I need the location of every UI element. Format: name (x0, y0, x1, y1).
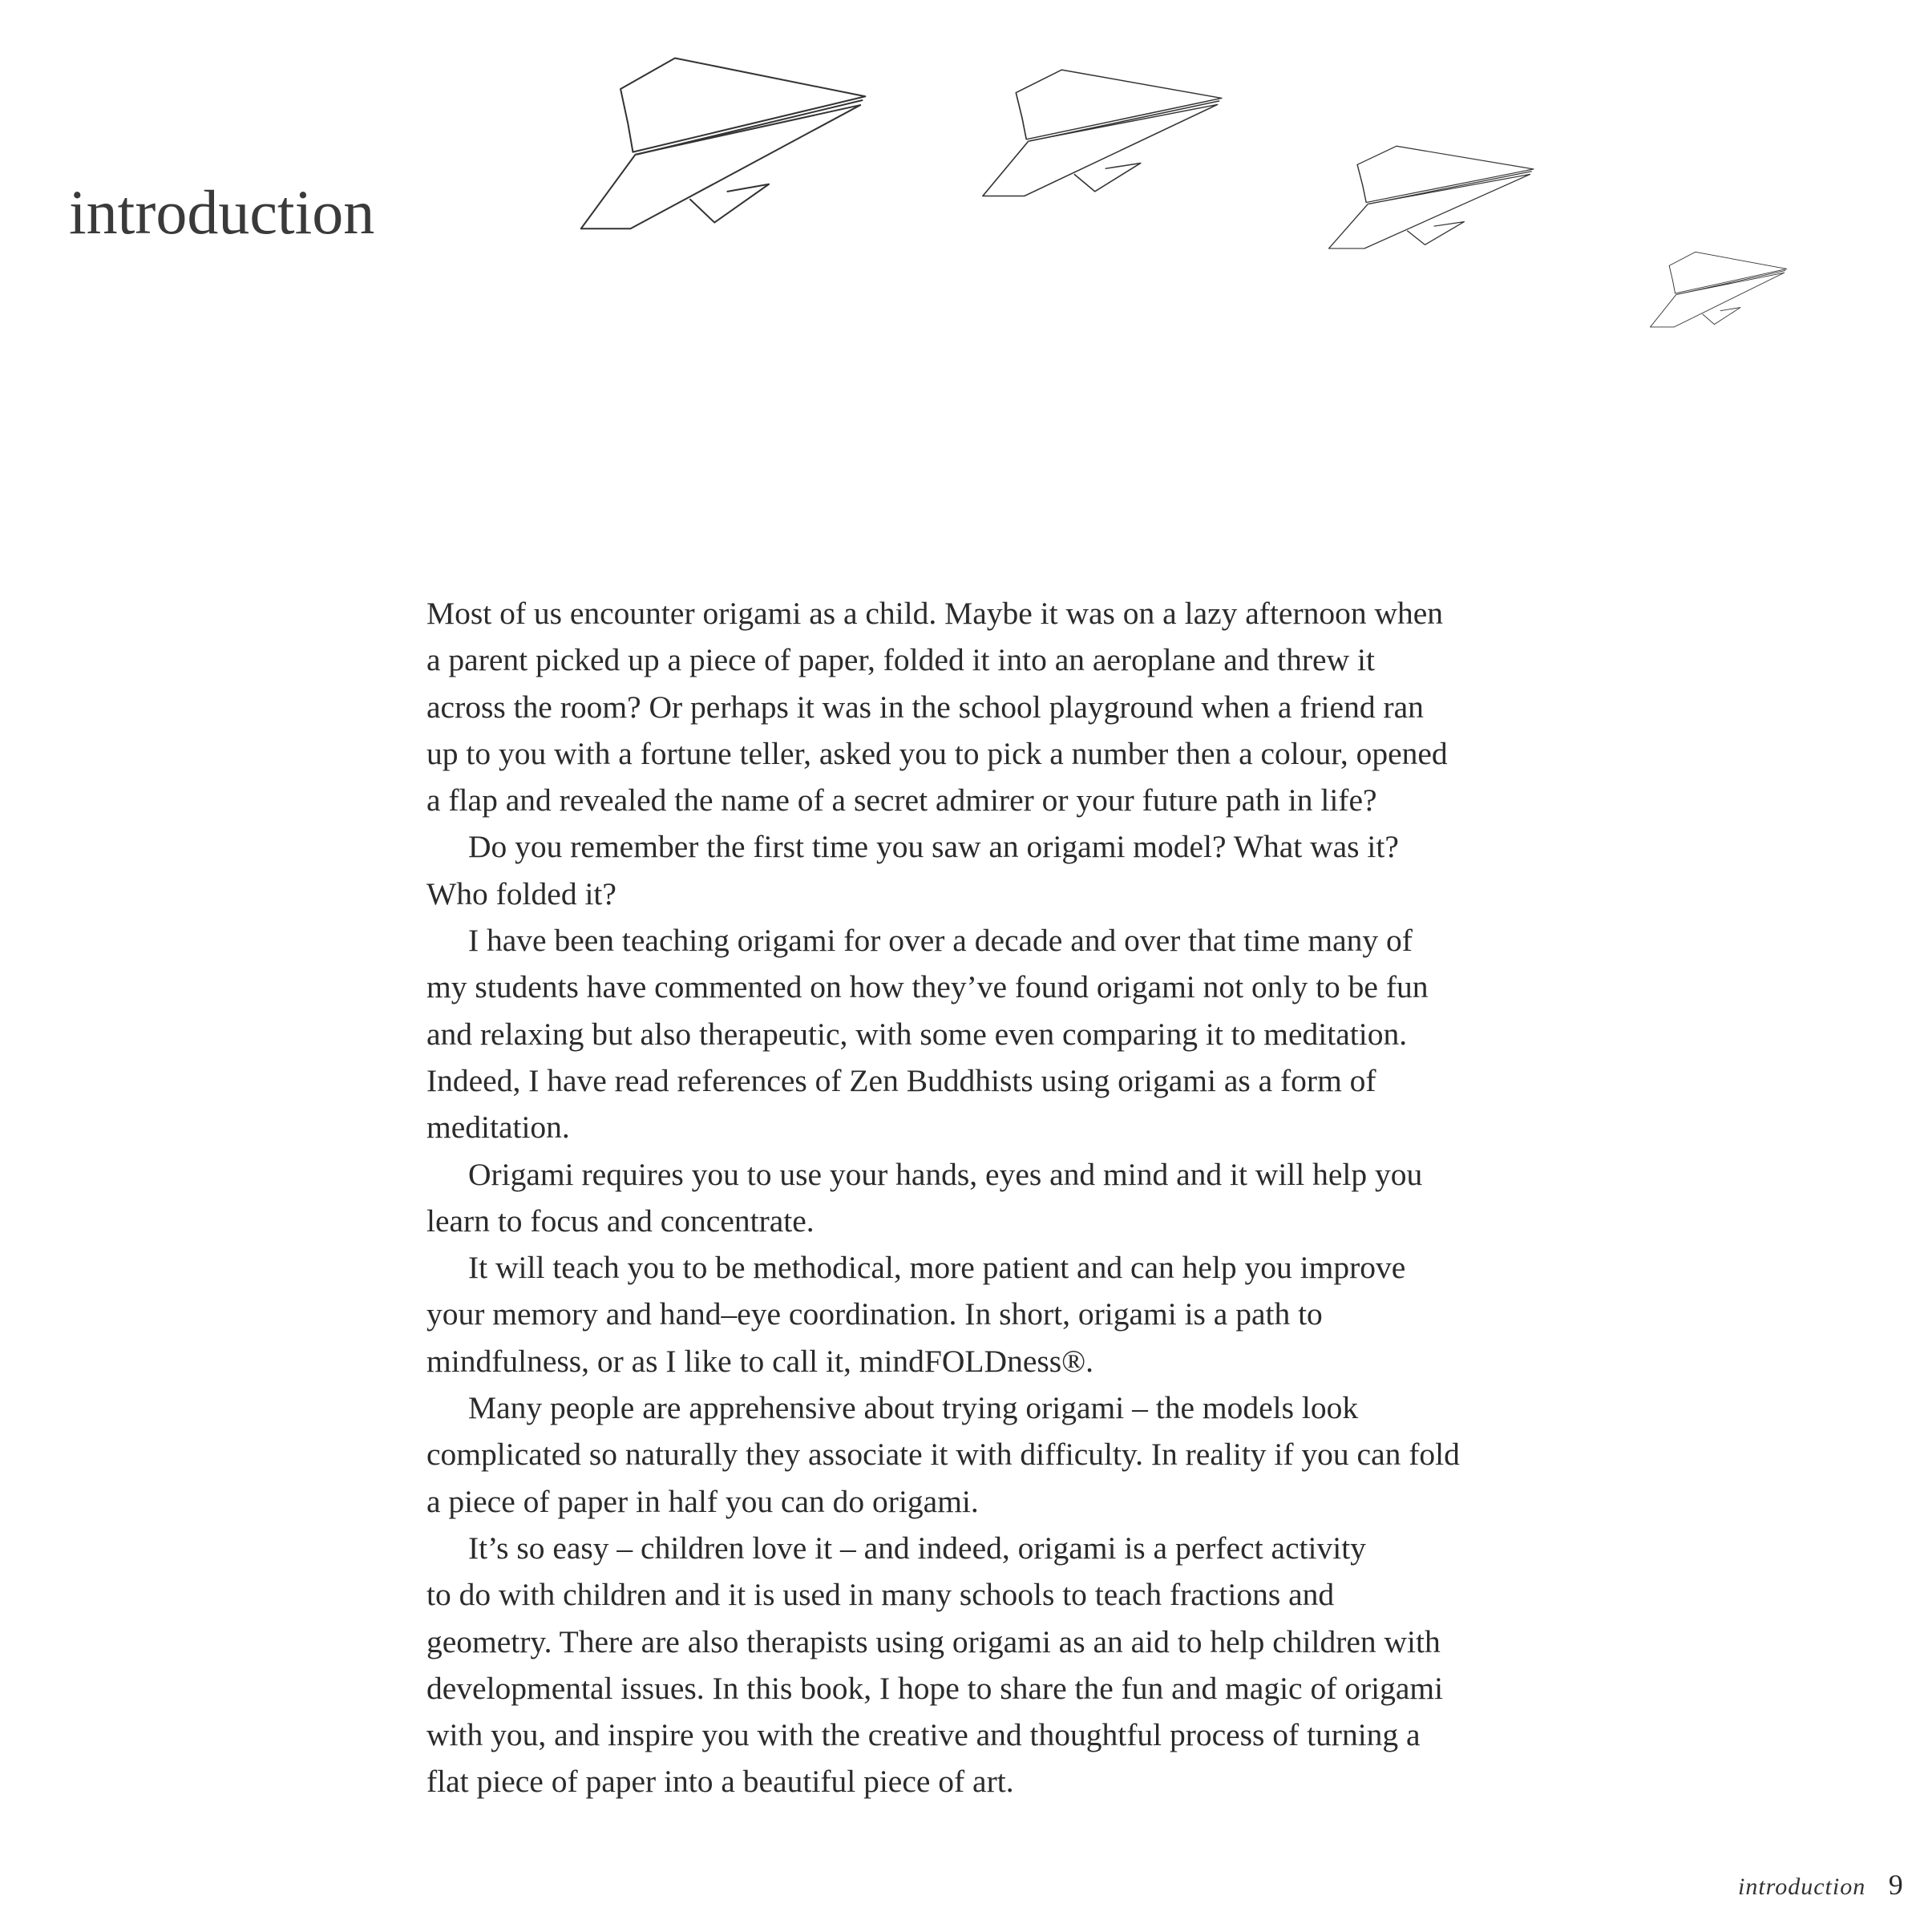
text-line: Most of us encounter origami as a child. Maybe it was on a lazy afternoon when (426, 596, 1444, 631)
body-text (426, 590, 1565, 1805)
text-line: Indeed, I have read references of Zen Buddhists using origami as a form of (426, 1062, 1376, 1098)
paragraph (426, 823, 1565, 917)
text-line: meditation. (426, 1109, 570, 1146)
text-line: to do with children and it is used in many schools to teach fractions and (426, 1577, 1335, 1613)
text-line: complicated so naturally they associate it with difficulty. In reality if you can fold (426, 1437, 1460, 1473)
text-line: developmental issues. In this book, I hope to share the fun and magic of origami (426, 1670, 1444, 1706)
text-line: your memory and hand–eye coordination. In short, origami is a path to (426, 1296, 1323, 1332)
text-line: Origami requires you to use your hands, eyes and mind and it will help you (468, 1156, 1423, 1192)
paragraph (426, 1244, 1565, 1384)
text-line: I have been teaching origami for over a decade and over that time many of (468, 923, 1413, 959)
text-line: a flap and revealed the name of a secret admirer or your future path in life? (426, 782, 1377, 818)
text-line: Who folded it? (426, 875, 616, 911)
text-line: with you, and inspire you with the creative and thoughtful process of turning a (426, 1717, 1421, 1753)
text-line: geometry. There are also therapists using origami as an aid to help children with (426, 1623, 1441, 1659)
text-line: up to you with a fortune teller, asked you to pick a number then a colour, opened (426, 735, 1448, 771)
text-line: a piece of paper in half you can do origami. (426, 1483, 979, 1519)
paragraph (426, 1525, 1565, 1805)
paper-airplane-1 (581, 58, 866, 228)
paragraph (426, 590, 1565, 823)
running-head: introduction (1738, 1873, 1866, 1900)
text-line: Do you remember the first time you saw an origami model? What was it? (468, 829, 1399, 865)
text-line: It’s so easy – children love it – and indeed, origami is a perfect activity (468, 1530, 1366, 1566)
paper-airplane-3 (1329, 146, 1534, 249)
page-footer (1738, 1868, 1903, 1902)
text-line: learn to focus and concentrate. (426, 1202, 815, 1239)
text-line: and relaxing but also therapeutic, with some even comparing it to meditation. (426, 1016, 1408, 1052)
text-line: Many people are apprehensive about trying origami – the models look (468, 1390, 1359, 1426)
page-title: introduction (69, 177, 375, 247)
paper-airplane-2 (983, 70, 1222, 196)
paragraph (426, 917, 1565, 1150)
text-line: mindfulness, or as I like to call it, mindFOLDness®. (426, 1343, 1093, 1379)
paper-airplane-4 (1650, 252, 1786, 327)
text-line: my students have commented on how they’ve found origami not only to be fun (426, 969, 1429, 1005)
paragraph (426, 1151, 1565, 1245)
text-line: a parent picked up a piece of paper, folded it into an aeroplane and threw it (426, 642, 1375, 678)
text-line: across the room? Or perhaps it was in the school playground when a friend ran (426, 689, 1424, 725)
page-number: 9 (1888, 1869, 1903, 1901)
text-line: flat piece of paper into a beautiful piece of art. (426, 1764, 1014, 1800)
paragraph (426, 1384, 1565, 1525)
text-line: It will teach you to be methodical, more patient and can help you improve (468, 1250, 1406, 1286)
